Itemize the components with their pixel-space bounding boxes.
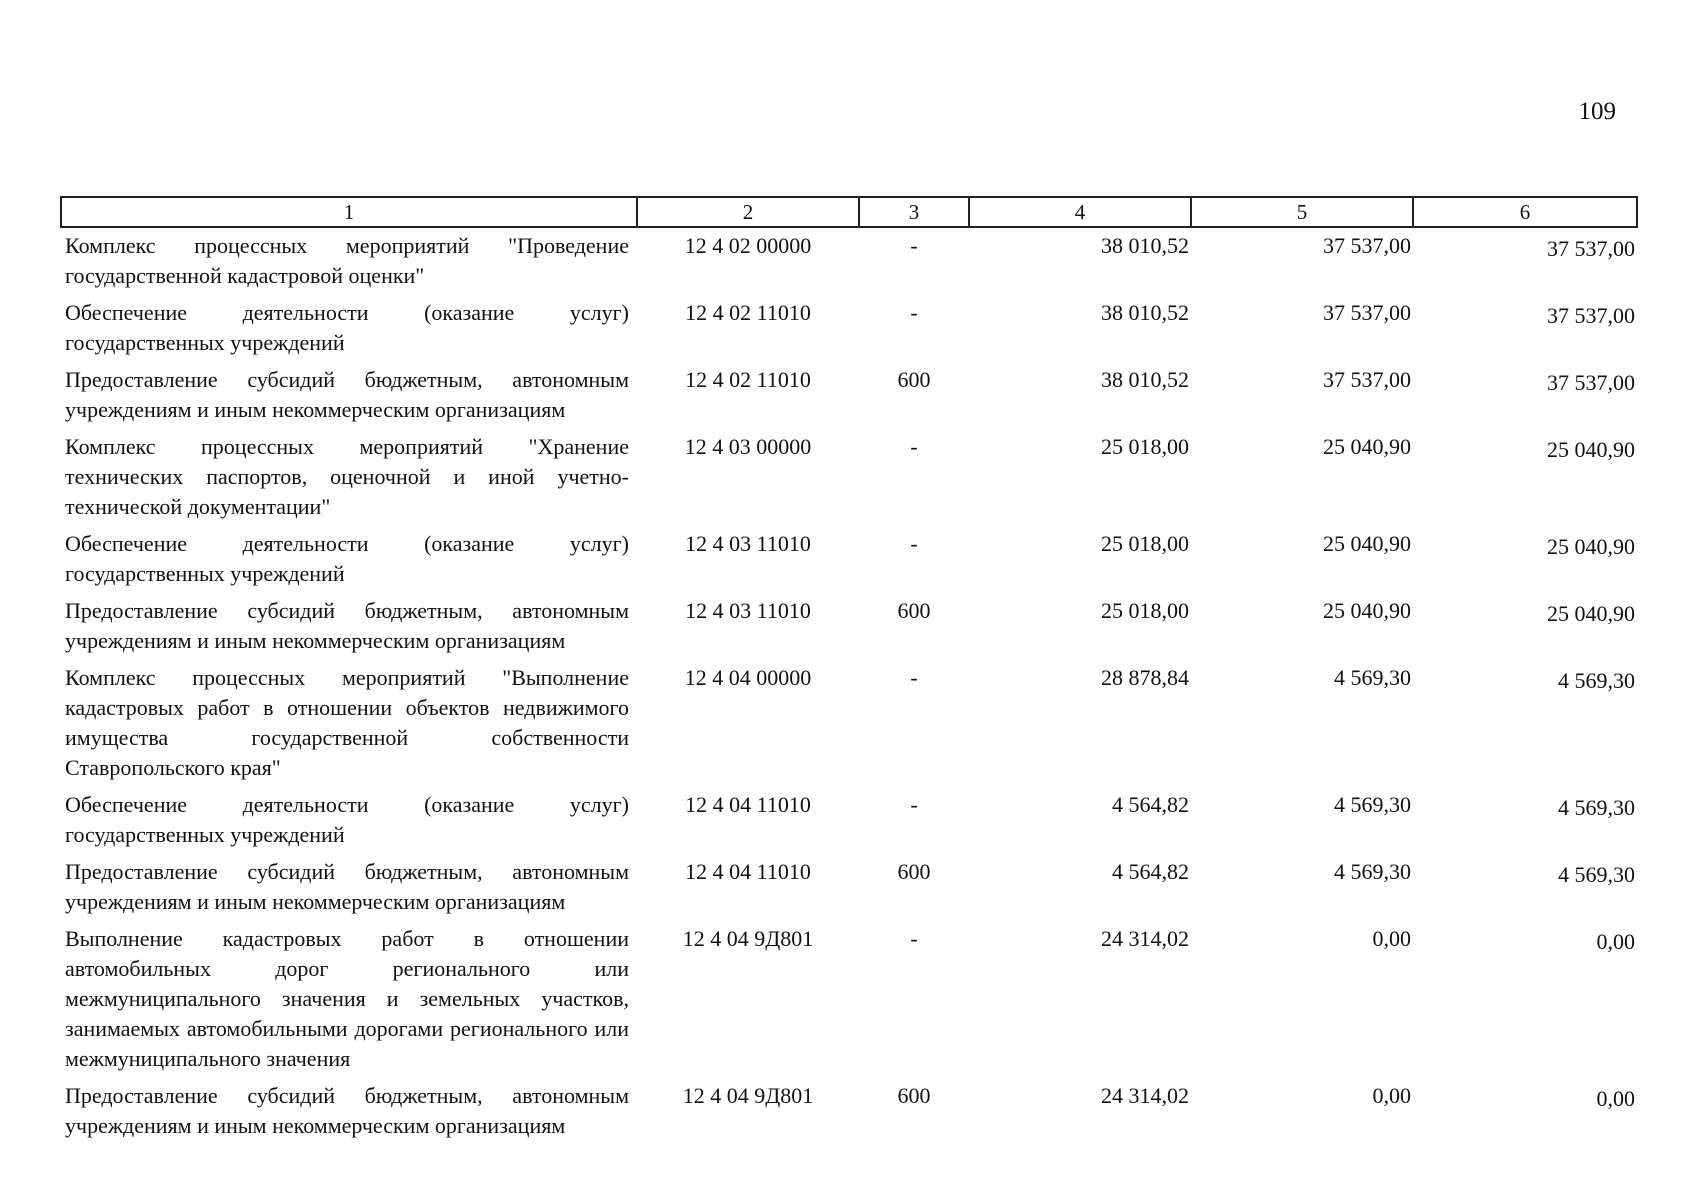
row-value-4: 4 564,82 bbox=[1112, 859, 1189, 884]
row-name: Предоставление субсидий бюджетным, автономным учреждениям и иным некоммерческим организациям bbox=[65, 598, 629, 653]
row-name: Предоставление субсидий бюджетным, автономным учреждениям и иным некоммерческим организациям bbox=[65, 367, 629, 422]
row-expense-type: 600 bbox=[897, 598, 931, 623]
budget-table bbox=[60, 196, 1638, 1145]
row-value-4: 38 010,52 bbox=[1101, 300, 1189, 325]
row-name: Комплекс процессных мероприятий "Хранение технических паспортов, оценочной и иной учетно-технической документации" bbox=[65, 434, 629, 519]
row-value-6: 37 537,00 bbox=[1547, 236, 1635, 261]
row-value-6: 0,00 bbox=[1596, 1086, 1635, 1111]
row-code: 12 4 04 11010 bbox=[685, 792, 811, 817]
row-value-4: 25 018,00 bbox=[1101, 434, 1189, 459]
row-value-5: 37 537,00 bbox=[1323, 300, 1411, 325]
row-value-4: 24 314,02 bbox=[1101, 926, 1189, 951]
row-name: Предоставление субсидий бюджетным, автономным учреждениям и иным некоммерческим организациям bbox=[65, 859, 629, 914]
row-value-4: 38 010,52 bbox=[1101, 233, 1189, 258]
row-value-6: 25 040,90 bbox=[1547, 601, 1635, 626]
row-expense-type: - bbox=[910, 434, 918, 459]
table-row bbox=[61, 227, 1637, 295]
row-code: 12 4 03 00000 bbox=[684, 434, 812, 459]
row-expense-type: - bbox=[910, 792, 918, 817]
row-value-6: 25 040,90 bbox=[1547, 437, 1635, 462]
row-name: Обеспечение деятельности (оказание услуг) государственных учреждений bbox=[65, 531, 629, 586]
row-value-5: 0,00 bbox=[1372, 1083, 1411, 1108]
table-row bbox=[61, 362, 1637, 429]
row-value-6: 0,00 bbox=[1596, 929, 1635, 954]
row-value-4: 24 314,02 bbox=[1101, 1083, 1189, 1108]
page-number: 109 bbox=[1578, 98, 1616, 125]
row-value-5: 25 040,90 bbox=[1323, 434, 1411, 459]
column-header-1: 1 bbox=[61, 197, 637, 227]
table-row bbox=[61, 660, 1637, 787]
row-code: 12 4 04 00000 bbox=[684, 665, 812, 690]
table-row bbox=[61, 593, 1637, 660]
row-expense-type: 600 bbox=[897, 367, 931, 392]
row-code: 12 4 02 11010 bbox=[685, 367, 811, 392]
table-row bbox=[61, 921, 1637, 1078]
row-value-6: 25 040,90 bbox=[1547, 534, 1635, 559]
row-value-4: 28 878,84 bbox=[1101, 665, 1189, 690]
row-value-5: 0,00 bbox=[1372, 926, 1411, 951]
row-expense-type: - bbox=[910, 665, 918, 690]
row-value-5: 25 040,90 bbox=[1323, 531, 1411, 556]
column-header-5: 5 bbox=[1191, 197, 1413, 227]
row-value-5: 25 040,90 bbox=[1323, 598, 1411, 623]
column-header-4: 4 bbox=[969, 197, 1191, 227]
column-header-6: 6 bbox=[1413, 197, 1637, 227]
row-expense-type: 600 bbox=[897, 859, 931, 884]
row-value-6: 37 537,00 bbox=[1547, 370, 1635, 395]
row-name: Обеспечение деятельности (оказание услуг) государственных учреждений bbox=[65, 300, 629, 355]
row-value-4: 38 010,52 bbox=[1101, 367, 1189, 392]
row-value-4: 4 564,82 bbox=[1112, 792, 1189, 817]
row-name: Комплекс процессных мероприятий "Проведение государственной кадастровой оценки" bbox=[65, 233, 629, 288]
header-row bbox=[61, 197, 1637, 227]
row-code: 12 4 04 9Д801 bbox=[682, 1083, 814, 1108]
row-name: Выполнение кадастровых работ в отношении автомобильных дорог регионального или межмуниципального значения и земельных участков, занимаемых автомобильными дорогами регионального или межмуниципального значения bbox=[65, 926, 629, 1071]
row-value-5: 37 537,00 bbox=[1323, 367, 1411, 392]
row-value-5: 37 537,00 bbox=[1323, 233, 1411, 258]
row-code: 12 4 03 11010 bbox=[685, 598, 811, 623]
row-expense-type: - bbox=[910, 233, 918, 258]
row-value-5: 4 569,30 bbox=[1334, 792, 1411, 817]
row-value-4: 25 018,00 bbox=[1101, 598, 1189, 623]
row-expense-type: 600 bbox=[897, 1083, 931, 1108]
row-value-6: 4 569,30 bbox=[1558, 862, 1635, 887]
row-value-4: 25 018,00 bbox=[1101, 531, 1189, 556]
table-row bbox=[61, 854, 1637, 921]
table-row bbox=[61, 787, 1637, 854]
table-row bbox=[61, 429, 1637, 526]
table-row bbox=[61, 295, 1637, 362]
row-code: 12 4 04 9Д801 bbox=[682, 926, 814, 951]
row-name: Предоставление субсидий бюджетным, автономным учреждениям и иным некоммерческим организациям bbox=[65, 1083, 629, 1138]
row-code: 12 4 02 11010 bbox=[685, 300, 811, 325]
row-expense-type: - bbox=[910, 926, 918, 951]
row-name: Комплекс процессных мероприятий "Выполнение кадастровых работ в отношении объектов недвижимого имущества государственной собственности Ставропольского края" bbox=[65, 665, 629, 780]
table-row bbox=[61, 1078, 1637, 1145]
table-row bbox=[61, 526, 1637, 593]
row-value-6: 4 569,30 bbox=[1558, 668, 1635, 693]
row-expense-type: - bbox=[910, 300, 918, 325]
row-value-5: 4 569,30 bbox=[1334, 665, 1411, 690]
column-header-3: 3 bbox=[859, 197, 969, 227]
row-name: Обеспечение деятельности (оказание услуг) государственных учреждений bbox=[65, 792, 629, 847]
row-code: 12 4 02 00000 bbox=[684, 233, 812, 258]
row-value-5: 4 569,30 bbox=[1334, 859, 1411, 884]
column-header-2: 2 bbox=[637, 197, 859, 227]
row-expense-type: - bbox=[910, 531, 918, 556]
row-code: 12 4 04 11010 bbox=[685, 859, 811, 884]
row-value-6: 37 537,00 bbox=[1547, 303, 1635, 328]
row-code: 12 4 03 11010 bbox=[685, 531, 811, 556]
row-value-6: 4 569,30 bbox=[1558, 795, 1635, 820]
